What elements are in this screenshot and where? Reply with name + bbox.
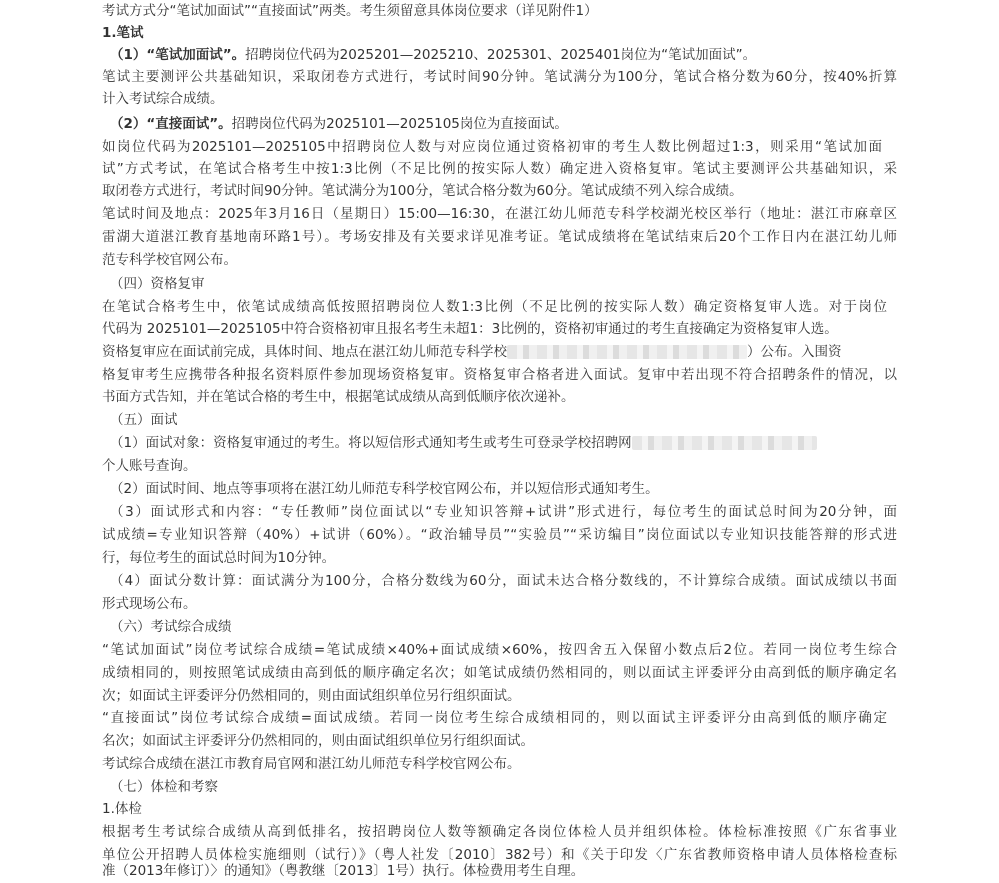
text-span: 招聘岗位代码为2025101—2025105岗位为直接面试。 xyxy=(231,116,568,132)
text-line: 代码为 2025101—2025105中符合资格初审且报名考生未超1：3比例的，资格初审通过的考生直接确定为资格复审人选。 xyxy=(102,321,838,337)
text-line: 试成绩=专业知识答辩（40%）+试讲（60%）。“政治辅导员”“实验员”“采访编目”岗位面试以专业知识技能答辩的形式进 xyxy=(102,527,897,543)
text-line: 考试综合成绩在湛江市教育局官网和湛江幼儿师范专科学校官网公布。 xyxy=(102,756,521,772)
text-line: 如岗位代码为2025101—2025105中招聘岗位人数与对应岗位通过资格初审的考生人数比例超过1:3，则采用“笔试加面 xyxy=(102,139,882,155)
text-line: 笔试主要测评公共基础知识，采取闭卷方式进行，考试时间90分钟。笔试满分为100分，笔试合格分数为60分，按40%折算 xyxy=(102,69,897,85)
redacted-url xyxy=(632,436,817,450)
text-line: 形式现场公布。 xyxy=(102,596,197,612)
text-span: （1）面试对象：资格复审通过的考生。将以短信形式通知考生或考生可登录学校招聘网 xyxy=(110,435,632,451)
subheading-written-plus-interview: （1）“笔试加面试”。 xyxy=(110,47,246,63)
text-line: 考试方式分“笔试加面试”“直接面试”两类。考生须留意具体岗位要求（详见附件1） xyxy=(102,3,598,19)
text-line: 根据考生考试综合成绩从高到低排名，按招聘岗位人数等额确定各岗位体检人员并组织体检。体检标准按照《广东省事业 xyxy=(102,824,897,840)
text-line: 格复审考生应携带各种报名资料原件参加现场资格复审。资格复审合格者进入面试。复审中若出现不符合招聘条件的情况，以 xyxy=(102,367,897,383)
text-line xyxy=(102,341,902,363)
text-line: “笔试加面试”岗位考试综合成绩=笔试成绩×40%+面试成绩×60%，按四舍五入保留小数点后2位。若同一岗位考生综合 xyxy=(102,642,897,658)
text-line: 在笔试合格考生中，依笔试成绩高低按照招聘岗位人数1:3比例（不足比例的按实际人数）确定资格复审人选。对于岗位 xyxy=(102,299,887,315)
text-line: 名次；如面试主评委评分仍然相同的，则由面试组织单位另行组织面试。 xyxy=(102,733,534,749)
subheading-direct-interview: （2）“直接面试”。 xyxy=(110,116,232,132)
section-heading-physical-exam: （七）体检和考察 xyxy=(110,779,218,795)
subheading-physical-exam: 1.体检 xyxy=(102,801,142,817)
text-line xyxy=(110,432,900,454)
text-line: （2）面试时间、地点等事项将在湛江幼儿师范专科学校官网公布，并以短信形式通知考生。 xyxy=(110,481,659,497)
text-span: 招聘岗位代码为2025201—2025210、2025301、2025401岗位为“笔试加面试”。 xyxy=(245,47,757,63)
text-line: 范专科学校官网公布。 xyxy=(102,252,237,268)
text-line xyxy=(110,44,910,66)
text-line: 取闭卷方式进行，考试时间90分钟。笔试满分为100分，笔试合格分数为60分。笔试成绩不列入综合成绩。 xyxy=(102,183,743,199)
text-line: 次；如面试主评委评分仍然相同的，则由面试组织单位另行组织面试。 xyxy=(102,688,521,704)
text-line: 单位公开招聘人员体检实施细则（试行）》（粤人社发〔2010〕382号）和《关于印发〈广东省教师资格申请人员体格检查标 xyxy=(102,847,897,863)
text-line: 行，每位考生的面试总时间为10分钟。 xyxy=(102,550,336,566)
section-heading-written-exam: 1.笔试 xyxy=(102,25,144,41)
text-line: “直接面试”岗位考试综合成绩=面试成绩。若同一岗位考生综合成绩相同的，则以面试主评委评分由高到低的顺序确定 xyxy=(102,710,887,726)
text-line: 雷湖大道湛江教育基地南环路1号）。考场安排及有关要求详见准考证。笔试成绩将在笔试结束后20个工作日内在湛江幼儿师 xyxy=(102,229,897,245)
text-span: ）公布。入围资 xyxy=(747,344,842,360)
text-line: 成绩相同的，则按照笔试成绩由高到低的顺序确定名次；如笔试成绩仍然相同的，则以面试主评委评分由高到低的顺序确定名 xyxy=(102,665,897,681)
text-line: 个人账号查询。 xyxy=(102,458,197,474)
text-line xyxy=(110,113,910,135)
text-line: 书面方式告知，并在笔试合格的考生中，根据笔试成绩从高到低顺序依次递补。 xyxy=(102,389,575,405)
text-line: （3）面试形式和内容：“专任教师”岗位面试以“专业知识答辩+试讲”形式进行，每位考生的面试总时间为20分钟，面 xyxy=(110,504,897,520)
section-heading-composite-score: （六）考试综合成绩 xyxy=(110,619,232,635)
text-line: 试”方式考试，在笔试合格考生中按1:3比例（不足比例的按实际人数）确定进入资格复审。笔试主要测评公共基础知识，采 xyxy=(102,161,897,177)
section-heading-qualification-review: （四）资格复审 xyxy=(110,276,205,292)
text-line: 笔试时间及地点：2025年3月16日（星期日）15:00—16:30，在湛江幼儿师范专科学校湖光校区举行（地址：湛江市麻章区 xyxy=(102,206,897,222)
text-span: 资格复审应在面试前完成，具体时间、地点在湛江幼儿师范专科学校 xyxy=(102,344,507,360)
text-line: 准（2013年修订）〉的通知》（粤教继〔2013〕1号）执行。体检费用考生自理。 xyxy=(102,863,585,879)
text-line: （4）面试分数计算：面试满分为100分，合格分数线为60分，面试未达合格分数线的，不计算综合成绩。面试成绩以书面 xyxy=(110,573,897,589)
section-heading-interview: （五）面试 xyxy=(110,412,178,428)
text-line: 计入考试综合成绩。 xyxy=(102,91,224,107)
redacted-url xyxy=(507,345,747,359)
